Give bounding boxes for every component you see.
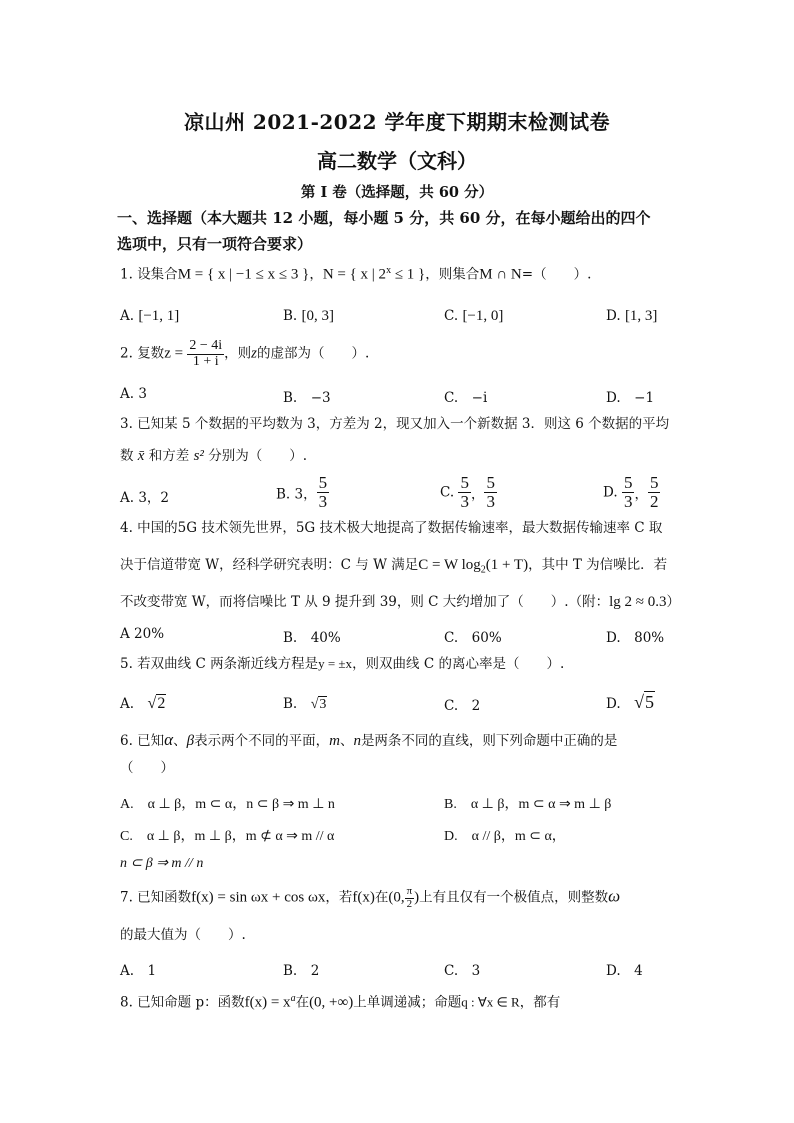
q4-option-c: C. 60%	[444, 630, 502, 646]
q6-option-a: A. α ⊥ β，m ⊂ α，n ⊂ β ⇒ m ⊥ n	[120, 797, 335, 812]
volume-heading: 第 I 卷（选择题，共 60 分）	[300, 184, 494, 201]
q4-option-d: D. 80%	[606, 630, 665, 646]
question-3-line2: 数 x̄ 和方差 s² 分别为（ ）.	[120, 448, 307, 464]
q6-option-d: D. α // β，m ⊂ α，	[444, 829, 566, 844]
q6-option-b: B. α ⊥ β，m ⊂ α ⇒ m ⊥ β	[444, 797, 612, 812]
q6-option-c: C. α ⊥ β，m ⊥ β，m ⊄ α ⇒ m // α	[120, 829, 335, 844]
question-7-line1: 7. 已知函数f(x) = sin ωx + cos ωx，若f(x)在(0, $\frac{\pi}{2}$ )上有且仅有一个极值点，则整数ω	[120, 885, 621, 910]
q4-option-b: B. 40%	[283, 630, 341, 646]
exam-title: 凉山州 2021-2022 学年度下期期末检测试卷	[183, 110, 611, 134]
question-4-line3: 不改变带宽 W，而将信噪比 T 从 9 提升到 39，则 C 大约增加了（ ）.（附：lg 2 ≈ 0.3）	[120, 594, 681, 610]
q2-option-d: D. −1	[606, 390, 655, 406]
q5-option-d: D. √5	[606, 692, 655, 712]
section-heading-line2: 选项中，只有一项符合要求）	[117, 235, 313, 253]
q7-option-b: B. 2	[283, 963, 320, 979]
q6-option-d-continued: n ⊂ β ⇒ m // n	[120, 856, 204, 871]
question-1: 1. 设集合M = { x | −1 ≤ x ≤ 3 }，N = { x | $2^x \le 1$ }，则集合M ∩ N=（ ）.	[120, 265, 592, 283]
q3-option-b: B. 3， $\frac{5}{3}$	[276, 473, 328, 511]
q2-option-c: C. −i	[444, 390, 488, 406]
question-4-line2: 决于信道带宽 W，经科学研究表明：C 与 W 满足C = W $\log_2(1 + T)$，其中 T 为信噪比．若	[120, 557, 668, 576]
q5-option-b: B. √3	[283, 696, 327, 712]
q3-option-d: D. $\frac{5}{3}$ ， $\frac{5}{2}$	[603, 473, 659, 511]
section-heading-line1: 一、选择题（本大题共 12 小题，每小题 5 分，共 60 分，在每小题给出的四个	[117, 209, 651, 227]
q2-option-b: B. −3	[283, 390, 331, 406]
q1-option-b: B. [0, 3]	[283, 308, 335, 324]
q2-option-a: A. 3	[120, 386, 147, 402]
q7-option-d: D. 4	[606, 963, 643, 979]
q3-option-a: A. 3，2	[120, 490, 170, 506]
question-4-line1: 4. 中国的5G 技术领先世界，5G 技术极大地提高了数据传输速率，最大数据传输速率 C 取	[120, 520, 663, 536]
q7-option-c: C. 3	[444, 963, 481, 979]
question-5: 5. 若双曲线 C 两条渐近线方程是y = ±x，则双曲线 C 的离心率是（ ）.	[120, 656, 565, 672]
q2-fraction: $\frac{2 - 4i}{1 + i}$	[189, 338, 223, 369]
q7-option-a: A. 1	[120, 963, 157, 979]
q1-option-a: A. [−1, 1]	[120, 308, 180, 324]
q1-option-d: D. [1, 3]	[606, 308, 658, 324]
question-6-line1: 6. 已知α、β表示两个不同的平面，m、n是两条不同的直线，则下列命题中正确的是	[120, 730, 618, 749]
q1-option-c: C. [−1, 0]	[444, 308, 504, 324]
question-6-line2: （ ）	[120, 760, 174, 776]
exam-subtitle: 高二数学（文科）	[317, 149, 477, 173]
q5-option-a: A. √2	[120, 695, 166, 712]
question-7-line2: 的最大值为（ ）.	[120, 927, 246, 943]
q3-option-c: C. $\frac{5}{3}$ ， $\frac{5}{3}$	[440, 473, 495, 511]
q4-option-a: A 20%	[120, 626, 165, 642]
question-8-line1: 8. 已知命题 p：函数$f(x) = x^a$在(0, +∞)上单调递减；命题q : ∀x ∈ R，都有	[120, 993, 561, 1011]
question-3-line1: 3. 已知某 5 个数据的平均数为 3，方差为 2，现又加入一个新数据 3．则这 6 个数据的平均	[120, 416, 670, 432]
question-2: 2. 复数z = $\frac{2 - 4i}{1 + i}$ ，则z的虚部为（ ）.	[120, 338, 370, 369]
q5-option-c: C. 2	[444, 698, 481, 714]
